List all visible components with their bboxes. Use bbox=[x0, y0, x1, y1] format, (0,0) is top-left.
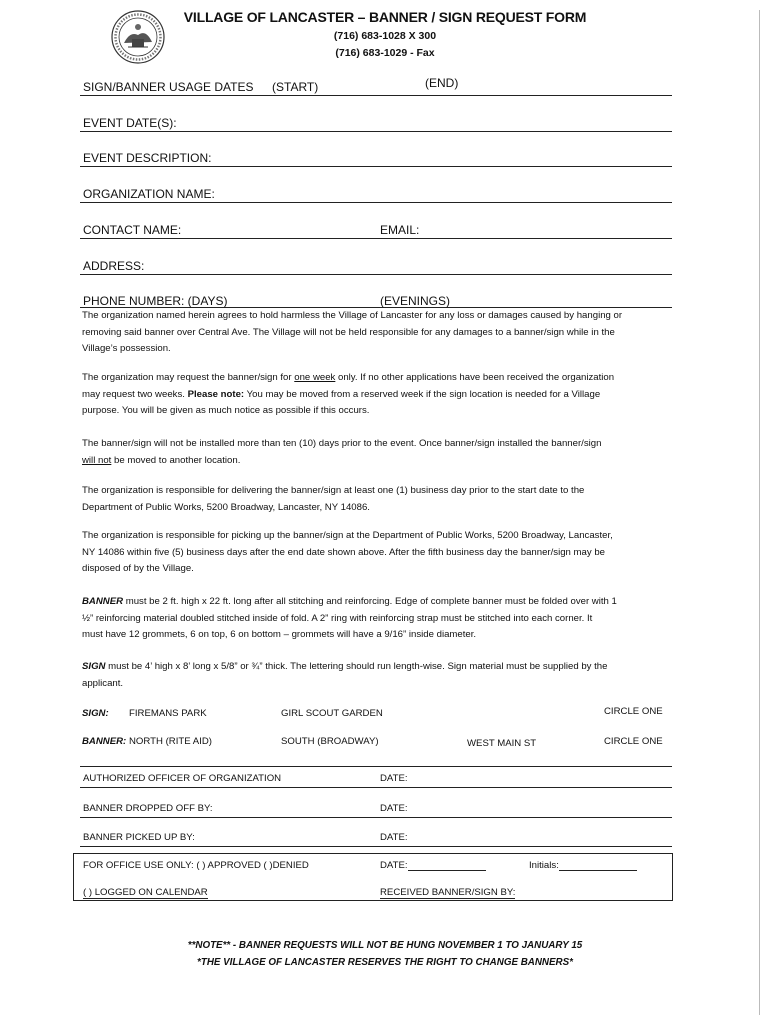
sign-circle-one-instruction: CIRCLE ONE bbox=[604, 706, 663, 717]
terms-paragraph-delivery: The organization is responsible for delivering the banner/sign at least one (1) business day prior to the start date to the Department of Public Works, 5200 Broadway, Lancaster, NY 14086. bbox=[82, 485, 585, 513]
office-date-label: DATE: bbox=[380, 860, 408, 871]
page-edge-divider bbox=[759, 10, 760, 1015]
sign-option-girl-scout-garden[interactable]: GIRL SCOUT GARDEN bbox=[281, 708, 383, 719]
email-label: EMAIL: bbox=[380, 223, 420, 237]
picked-up-field[interactable] bbox=[80, 826, 672, 847]
received-by-field[interactable] bbox=[380, 887, 515, 899]
authorized-officer-label: AUTHORIZED OFFICER OF ORGANIZATION bbox=[83, 773, 282, 784]
start-label: (START) bbox=[272, 80, 319, 94]
event-dates-field[interactable] bbox=[80, 111, 672, 132]
banner-option-south[interactable]: SOUTH (BROADWAY) bbox=[281, 736, 379, 747]
office-use-approval[interactable]: FOR OFFICE USE ONLY: ( ) APPROVED ( )DENIED bbox=[83, 860, 309, 871]
banner-specifications: BANNER must be 2 ft. high x 22 ft. long after all stitching and reinforcing. Edge of complete banner must be folded over with 1 ½” reinforcing material doubled stitched inside of fold. A 2” ring with reinforcing strap must be stitched into each corner. It must have 12 grommets, 6 on top, 6 on bottom – grommets will have a 9/16” inside diameter. bbox=[82, 596, 617, 640]
dropped-off-field[interactable] bbox=[80, 797, 672, 818]
picked-up-label: BANNER PICKED UP BY: bbox=[83, 832, 195, 843]
event-description-field[interactable] bbox=[80, 146, 672, 167]
sign-specifications: SIGN must be 4’ high x 8’ long x 5/8” or ¾” thick. The lettering should run length-wise. Sign material must be supplied by the applicant. bbox=[82, 661, 608, 689]
terms-paragraph-duration: The organization may request the banner/sign for one week only. If no other applications have been received the organization may request two weeks. Please note: You may be moved from a reserved week if the sign location is needed for a Village purpose. You will be given as much notice as possible if this occurs. bbox=[82, 372, 615, 416]
organization-name-label: ORGANIZATION NAME: bbox=[83, 187, 215, 201]
contact-name-label: CONTACT NAME: bbox=[83, 223, 182, 237]
office-initials-label: Initials: bbox=[529, 860, 559, 871]
dropped-off-date-label: DATE: bbox=[380, 803, 408, 814]
authorized-date-label: DATE: bbox=[380, 773, 408, 784]
note-reserves-right: *THE VILLAGE OF LANCASTER RESERVES THE RIGHT TO CHANGE BANNERS* bbox=[197, 957, 573, 968]
received-by-label: RECEIVED BANNER/SIGN BY: bbox=[380, 887, 516, 898]
organization-name-field[interactable] bbox=[80, 182, 672, 203]
note-no-banners-winter: **NOTE** - BANNER REQUESTS WILL NOT BE HUNG NOVEMBER 1 TO JANUARY 15 bbox=[187, 940, 583, 951]
phone-field[interactable] bbox=[80, 289, 672, 308]
phone-number: (716) 683-1028 X 300 bbox=[333, 30, 437, 42]
sign-options-label: SIGN: bbox=[82, 708, 109, 719]
usage-dates-field[interactable] bbox=[80, 75, 672, 96]
event-description-label: EVENT DESCRIPTION: bbox=[83, 151, 212, 165]
office-initials-blank[interactable] bbox=[559, 860, 637, 871]
phone-evenings-label: (EVENINGS) bbox=[380, 294, 451, 308]
terms-paragraph-liability: The organization named herein agrees to hold harmless the Village of Lancaster for any loss or damages caused by hanging or removing said banner over Central Ave. The Village will not be held responsible for any damages to a banner/sign while in the Village’s possession. bbox=[82, 310, 623, 354]
sign-option-firemans-park[interactable]: FIREMANS PARK bbox=[129, 708, 207, 719]
office-date-field[interactable] bbox=[380, 860, 408, 871]
dropped-off-label: BANNER DROPPED OFF BY: bbox=[83, 803, 213, 814]
received-by-blank[interactable] bbox=[515, 887, 627, 897]
fax-number: (716) 683-1029 - Fax bbox=[335, 47, 435, 59]
form-title: VILLAGE OF LANCASTER – BANNER / SIGN REQUEST FORM bbox=[183, 9, 587, 25]
banner-option-north[interactable]: NORTH (RITE AID) bbox=[129, 736, 212, 747]
office-use-box bbox=[73, 853, 673, 901]
terms-paragraph-pickup: The organization is responsible for picking up the banner/sign at the Department of Public Works, 5200 Broadway, Lancaster, NY 14086 within five (5) business days after the end date shown above. After the fifth business day the banner/sign may be disposed of by the Village. bbox=[82, 530, 613, 574]
banner-circle-one-instruction: CIRCLE ONE bbox=[604, 736, 663, 747]
contact-email-field[interactable] bbox=[80, 218, 672, 239]
terms-paragraph-installation: The banner/sign will not be installed more than ten (10) days prior to the event. Once banner/sign installed the banner/sign will not be moved to another location. bbox=[82, 438, 602, 466]
address-field[interactable] bbox=[80, 254, 672, 275]
end-label: (END) bbox=[425, 76, 459, 90]
picked-up-date-label: DATE: bbox=[380, 832, 408, 843]
event-dates-label: EVENT DATE(S): bbox=[83, 116, 177, 130]
office-date-blank[interactable] bbox=[408, 860, 486, 871]
banner-option-west-main[interactable]: WEST MAIN ST bbox=[467, 738, 537, 749]
usage-dates-label: SIGN/BANNER USAGE DATES bbox=[83, 80, 254, 94]
banner-options-label: BANNER: bbox=[82, 736, 127, 747]
logged-on-calendar-checkbox[interactable]: ( ) LOGGED ON CALENDAR bbox=[83, 887, 208, 898]
phone-days-label: PHONE NUMBER: (DAYS) bbox=[83, 294, 228, 308]
authorized-officer-field[interactable] bbox=[80, 767, 672, 788]
office-initials-field[interactable] bbox=[529, 860, 559, 871]
address-label: ADDRESS: bbox=[83, 259, 145, 273]
